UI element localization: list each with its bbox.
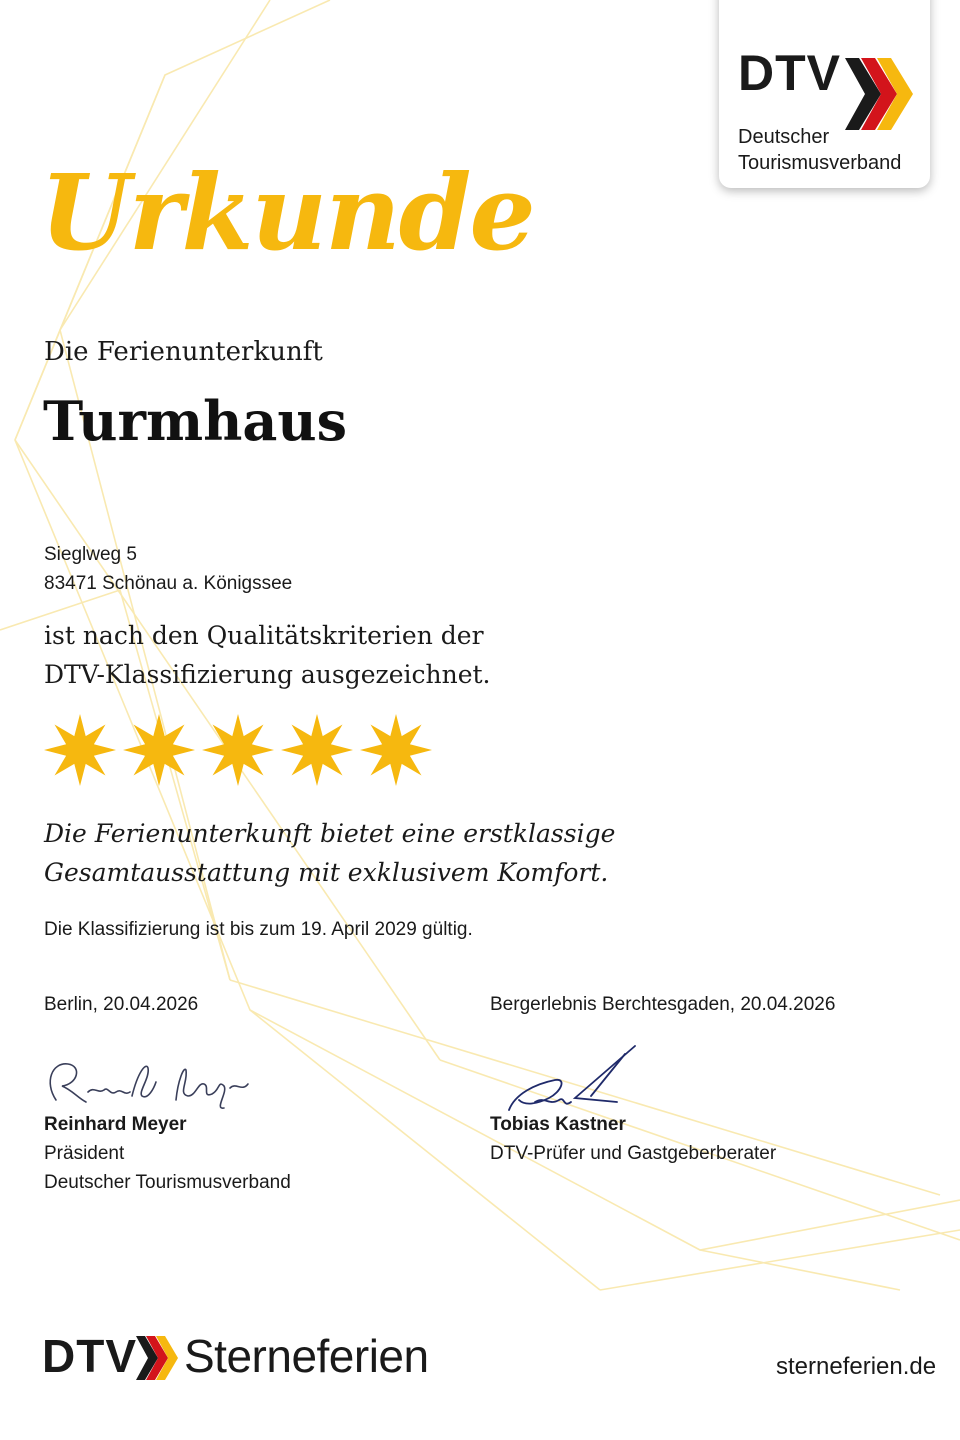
property-address [44, 540, 292, 598]
address-street: Sieglweg 5 [44, 544, 137, 565]
signatory-name-right: Tobias Kastner [490, 1114, 626, 1135]
badge-line-2: Tourismusverband [738, 152, 902, 174]
certificate-title: Urkunde [40, 151, 534, 274]
eight-point-star-icon [123, 714, 195, 786]
validity-note: Die Klassifizierung ist bis zum 19. April 2029 gültig. [44, 919, 473, 940]
quality-statement [44, 616, 490, 694]
classification-description [44, 814, 615, 892]
eight-point-star-icon [44, 714, 116, 786]
signature-reinhard-meyer [38, 1052, 253, 1114]
place-date-left: Berlin, 20.04.2026 [44, 994, 199, 1015]
german-flag-chevrons-icon [843, 56, 913, 132]
quality-line-1: ist nach den Qualitätskriterien der [44, 621, 484, 650]
footer-logo-prefix: DTV [42, 1330, 137, 1382]
intro-text: Die Ferienunterkunft [44, 337, 323, 367]
footer-url: sterneferien.de [776, 1353, 937, 1380]
quality-line-2: DTV-Klassifizierung ausgezeichnet. [44, 660, 491, 689]
signatory-role-right-1: DTV-Prüfer und Gastgeberberater [490, 1143, 777, 1164]
footer-logo-brand: Sterneferien [184, 1330, 429, 1382]
german-flag-chevrons-icon [134, 1334, 178, 1382]
dtv-badge [719, 0, 930, 188]
property-name: Turmhaus [43, 389, 347, 453]
address-city: 83471 Schönau a. Königssee [44, 573, 293, 594]
description-line-1: Die Ferienunterkunft bietet eine erstklassige [44, 819, 616, 848]
signatory-right [490, 1110, 776, 1168]
star-rating [43, 712, 433, 788]
badge-subtitle [738, 124, 901, 176]
footer-logo [42, 1326, 442, 1388]
badge-line-1: Deutscher [738, 126, 830, 148]
signatory-role-left-2: Deutscher Tourismusverband [44, 1172, 291, 1193]
eight-point-star-icon [360, 714, 432, 786]
signatory-left [44, 1110, 291, 1197]
eight-point-star-icon [202, 714, 274, 786]
eight-point-star-icon [281, 714, 353, 786]
signatory-role-left-1: Präsident [44, 1143, 125, 1164]
badge-brand: DTV [738, 45, 841, 101]
description-line-2: Gesamtausstattung mit exklusivem Komfort. [44, 858, 609, 887]
place-date-right: Bergerlebnis Berchtesgaden, 20.04.2026 [490, 994, 836, 1015]
signatory-name-left: Reinhard Meyer [44, 1114, 187, 1135]
